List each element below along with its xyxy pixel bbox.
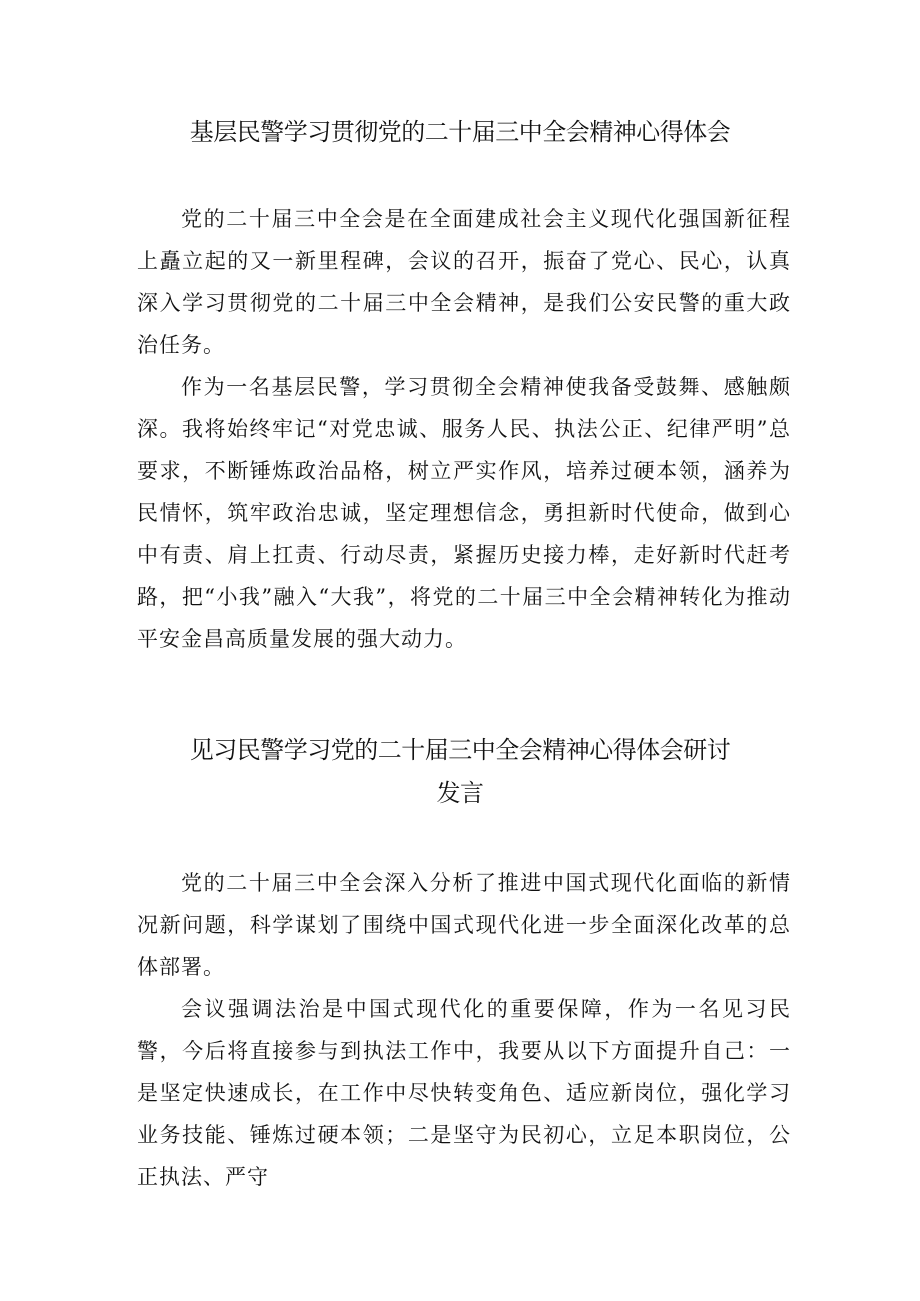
article-2-paragraph-1: 党的二十届三中全会深入分析了推进中国式现代化面临的新情况新问题，科学谋划了围绕中国式现代化进一步全面深化改革的总体部署。 — [137, 871, 791, 979]
article-2-title-line-2: 发言 — [436, 779, 484, 807]
article-2-title-line-1: 见习民警学习党的二十届三中全会精神心得体会研讨 — [189, 736, 731, 764]
article-1-title: 基层民警学习贯彻党的二十届三中全会精神心得体会 — [189, 118, 731, 146]
article-1-paragraph-2: 作为一名基层民警，学习贯彻全会精神使我备受鼓舞、感触颇深。我将始终牢记“对党忠诚、服务人民、执法公正、纪律严明”总要求，不断锤炼政治品格，树立严实作风，培养过硬本领，涵养为民情怀，筑牢政治忠诚，坚定理想信念，勇担新时代使命，做到心中有责、肩上扛责、行动尽责，紧握历史接力棒，走好新时代赶考路，把“小我”融入“大我”，将党的二十届三中全会精神转化为推动平安金昌高质量发展的强大动力。 — [137, 375, 791, 651]
article-1-paragraph-1: 党的二十届三中全会是在全面建成社会主义现代化强国新征程上矗立起的又一新里程碑，会议的召开，振奋了党心、民心，认真深入学习贯彻党的二十届三中全会精神，是我们公安民警的重大政治任务。 — [137, 207, 791, 357]
article-2-paragraph-2: 会议强调法治是中国式现代化的重要保障，作为一名见习民警，今后将直接参与到执法工作中，我要从以下方面提升自己：一是坚定快速成长，在工作中尽快转变角色、适应新岗位，强化学习业务技能、锤炼过硬本领；二是坚守为民初心，立足本职岗位，公正执法、严守 — [137, 997, 791, 1189]
